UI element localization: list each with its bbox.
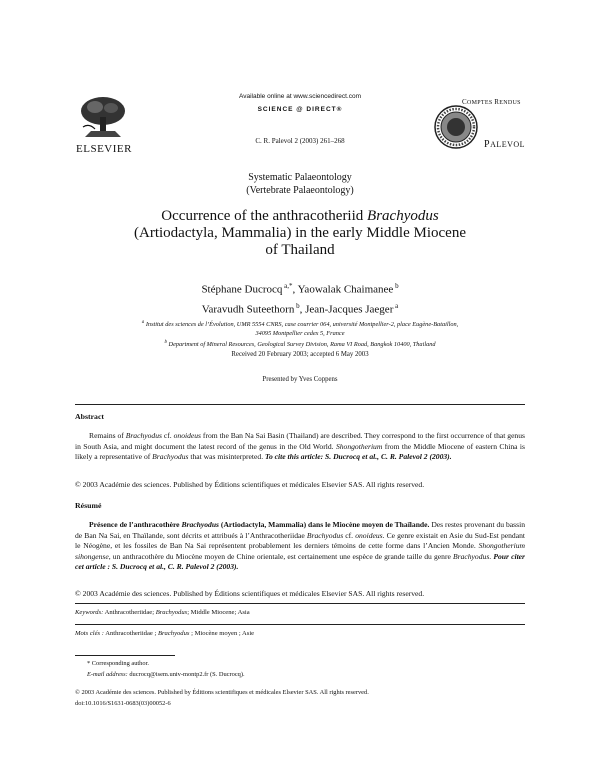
footer-doi: doi:10.1016/S1631-0683(03)00052-6 xyxy=(75,700,171,707)
article-title xyxy=(60,208,540,259)
palevol-rest: ALEVOL xyxy=(490,140,526,149)
resume-t1i: Brachyodus xyxy=(181,520,220,529)
resume-r5: . xyxy=(489,551,494,561)
resume-copyright: © 2003 Académie des sciences. Published by Éditions scientifiques et médicales Elsevier SAS. All rights reserved. xyxy=(75,589,425,598)
motscles-value: Anthracotheriidae ; xyxy=(103,630,158,637)
authors-line1 xyxy=(60,278,540,298)
cr-r: R xyxy=(494,98,500,106)
abstract-cite: To cite this article: S. Ducrocq et al., C. R. Palevol 2 (2003). xyxy=(265,452,452,462)
abstract-s2i: onoideus xyxy=(173,431,202,440)
affiliation-a-text: Institut des sciences de l’Évolution, UMR 5554 CNRS, case courrier 064, université Montpellier-2, place Eugène-Bataillon, xyxy=(144,321,459,329)
author-suteethorn-sup: b xyxy=(294,301,300,310)
resume-r4: , un anthracothère du Miocène moyen de Chine orientale, est certainement une espèce de grande taille du genre xyxy=(108,551,453,561)
authors-line2 xyxy=(60,298,540,318)
divider-top xyxy=(75,404,525,405)
academie-seal-icon xyxy=(433,104,479,150)
affiliation-a xyxy=(60,318,540,329)
resume-r4i: Brachyodus xyxy=(453,551,490,561)
affiliation-a2: 34095 Montpellier cedex 5, France xyxy=(255,330,345,338)
received-dates: Received 20 February 2003; accepted 6 May 2003 xyxy=(231,351,369,358)
title-line1 xyxy=(60,208,540,225)
resume-r1: Des restes provenant du bassin de Ban Na Sai, en Thaïlande, sont décrits et attribués à l’Anthracotheriidae xyxy=(75,520,525,540)
academie-seal xyxy=(433,104,479,150)
title-line2: (Artiodactyla, Mammalia) in the early Middle Miocene xyxy=(134,225,466,241)
sciencedirect-logo: SCIENCE @ DIRECT® xyxy=(257,106,343,113)
email-label: E-mail address: xyxy=(87,671,128,678)
authors xyxy=(60,278,540,317)
palevol-p: P xyxy=(484,139,491,150)
motscles-value2: ; Miocène moyen ; Asie xyxy=(189,630,255,637)
presented-by: Presented by Yves Coppens xyxy=(262,376,338,383)
author-ducrocq: Stéphane Ducrocq xyxy=(201,283,283,296)
abstract-copyright: © 2003 Académie des sciences. Published by Éditions scientifiques et médicales Elsevier SAS. All rights reserved. xyxy=(75,480,425,489)
footnote-corresponding: * Corresponding author. xyxy=(87,660,149,667)
resume-t2: (Artiodactyla, Mammalia) dans le Miocène moyen de Thaïlande. xyxy=(219,520,430,529)
affiliations xyxy=(60,318,540,349)
author-suteethorn: Varavudh Suteethorn xyxy=(201,303,295,316)
abstract-s3: from the Ban Na Sai Basin (Thailand) are described. They correspond to the first occurrence of that genus in South Asia, and might document the latest record of the genus in the Old World. xyxy=(75,431,525,451)
email-value: ducrocq@isem.univ-montp2.fr (S. Ducrocq). xyxy=(127,671,245,678)
author-chaimanee-sup: b xyxy=(393,282,399,290)
cr-endus: ENDUS xyxy=(499,100,521,106)
abstract-body xyxy=(75,431,525,463)
resume-heading: Résumé xyxy=(75,501,102,510)
keywords-value-italic: Brachyodus xyxy=(155,609,188,616)
divider-keywords xyxy=(75,624,525,625)
cr-c: C xyxy=(462,98,467,106)
palevol-title xyxy=(484,139,544,150)
author-jaeger: , Jean-Jacques Jaeger xyxy=(299,303,394,316)
abstract-s3i: Shongotherium xyxy=(335,441,383,451)
elsevier-logo xyxy=(75,93,131,143)
keywords xyxy=(75,609,525,616)
abstract-s1i: Brachyodus xyxy=(125,431,162,440)
section-line2: (Vertebrate Palaeontology) xyxy=(246,185,354,196)
elsevier-tree-icon xyxy=(75,93,131,143)
abstract-s4i: Brachyodus xyxy=(152,452,189,462)
abstract-s5: that was misinterpreted. xyxy=(188,452,266,462)
abstract-s1: Remains of xyxy=(89,431,126,440)
footnote-rule xyxy=(75,655,175,656)
affiliation-b-mark: b xyxy=(164,340,167,346)
motscles-label: Mots clés : xyxy=(75,630,104,637)
resume-r3i: Shongotherium sihongense xyxy=(75,541,525,561)
divider-mid xyxy=(75,603,525,604)
journal-citation: C. R. Palevol 2 (2003) 261–268 xyxy=(255,137,345,145)
title-part1: Occurrence of the anthracotheriid xyxy=(161,208,368,224)
resume-body xyxy=(75,520,525,573)
mots-cles xyxy=(75,630,525,637)
author-ducrocq-sup: a,* xyxy=(282,282,293,290)
keywords-value2: ; Middle Miocene; Asia xyxy=(187,609,250,616)
abstract-s4: from the Middle Miocene of eastern China is likely a representative of xyxy=(75,441,525,462)
resume-r2i: onoideus xyxy=(355,530,383,540)
cr-omptes: OMPTES xyxy=(466,100,495,106)
affiliation-a-mark: a xyxy=(141,320,145,325)
publisher-name: ELSEVIER xyxy=(76,143,132,155)
abstract-heading: Abstract xyxy=(75,412,105,421)
resume-r1i: Brachyodus xyxy=(306,530,344,540)
resume-r2: cf. xyxy=(343,530,356,540)
footer-copyright: © 2003 Académie des sciences. Published by Éditions scientifiques et médicales Elsevier SAS. All rights reserved. xyxy=(75,689,369,696)
affiliation-b-text: Department of Mineral Resources, Geological Survey Division, Rama VI Road, Bangkok 10400, Thailand xyxy=(166,341,436,349)
title-genus: Brachyodus xyxy=(367,208,439,224)
author-chaimanee: , Yaowalak Chaimanee xyxy=(292,283,394,296)
author-jaeger-sup: a xyxy=(393,301,399,310)
keywords-value: Anthracotheriidae; xyxy=(103,609,156,616)
resume-r3: . Ce genre existait en Asie du Sud-Est pendant le Néogène, et les fossiles de Ban Na Sai représentent probablement les derniers témoins de cette forme dans l’Ancien Monde. xyxy=(75,530,525,551)
footnote-email xyxy=(87,671,245,678)
title-line3: of Thailand xyxy=(265,242,335,258)
section-line1: Systematic Palaeontology xyxy=(248,172,352,183)
available-online: Available online at www.sciencedirect.com xyxy=(239,93,361,100)
resume-t1: Présence de l’anthracothère xyxy=(89,520,182,529)
affiliation-b xyxy=(60,338,540,349)
abstract-s2: cf. xyxy=(161,431,174,440)
resume-cite: Pour citer cet article : S. Ducrocq et al., C. R. Palevol 2 (2003). xyxy=(75,551,525,572)
keywords-label: Keywords: xyxy=(75,609,104,616)
motscles-value-italic: Brachyodus xyxy=(157,630,190,637)
